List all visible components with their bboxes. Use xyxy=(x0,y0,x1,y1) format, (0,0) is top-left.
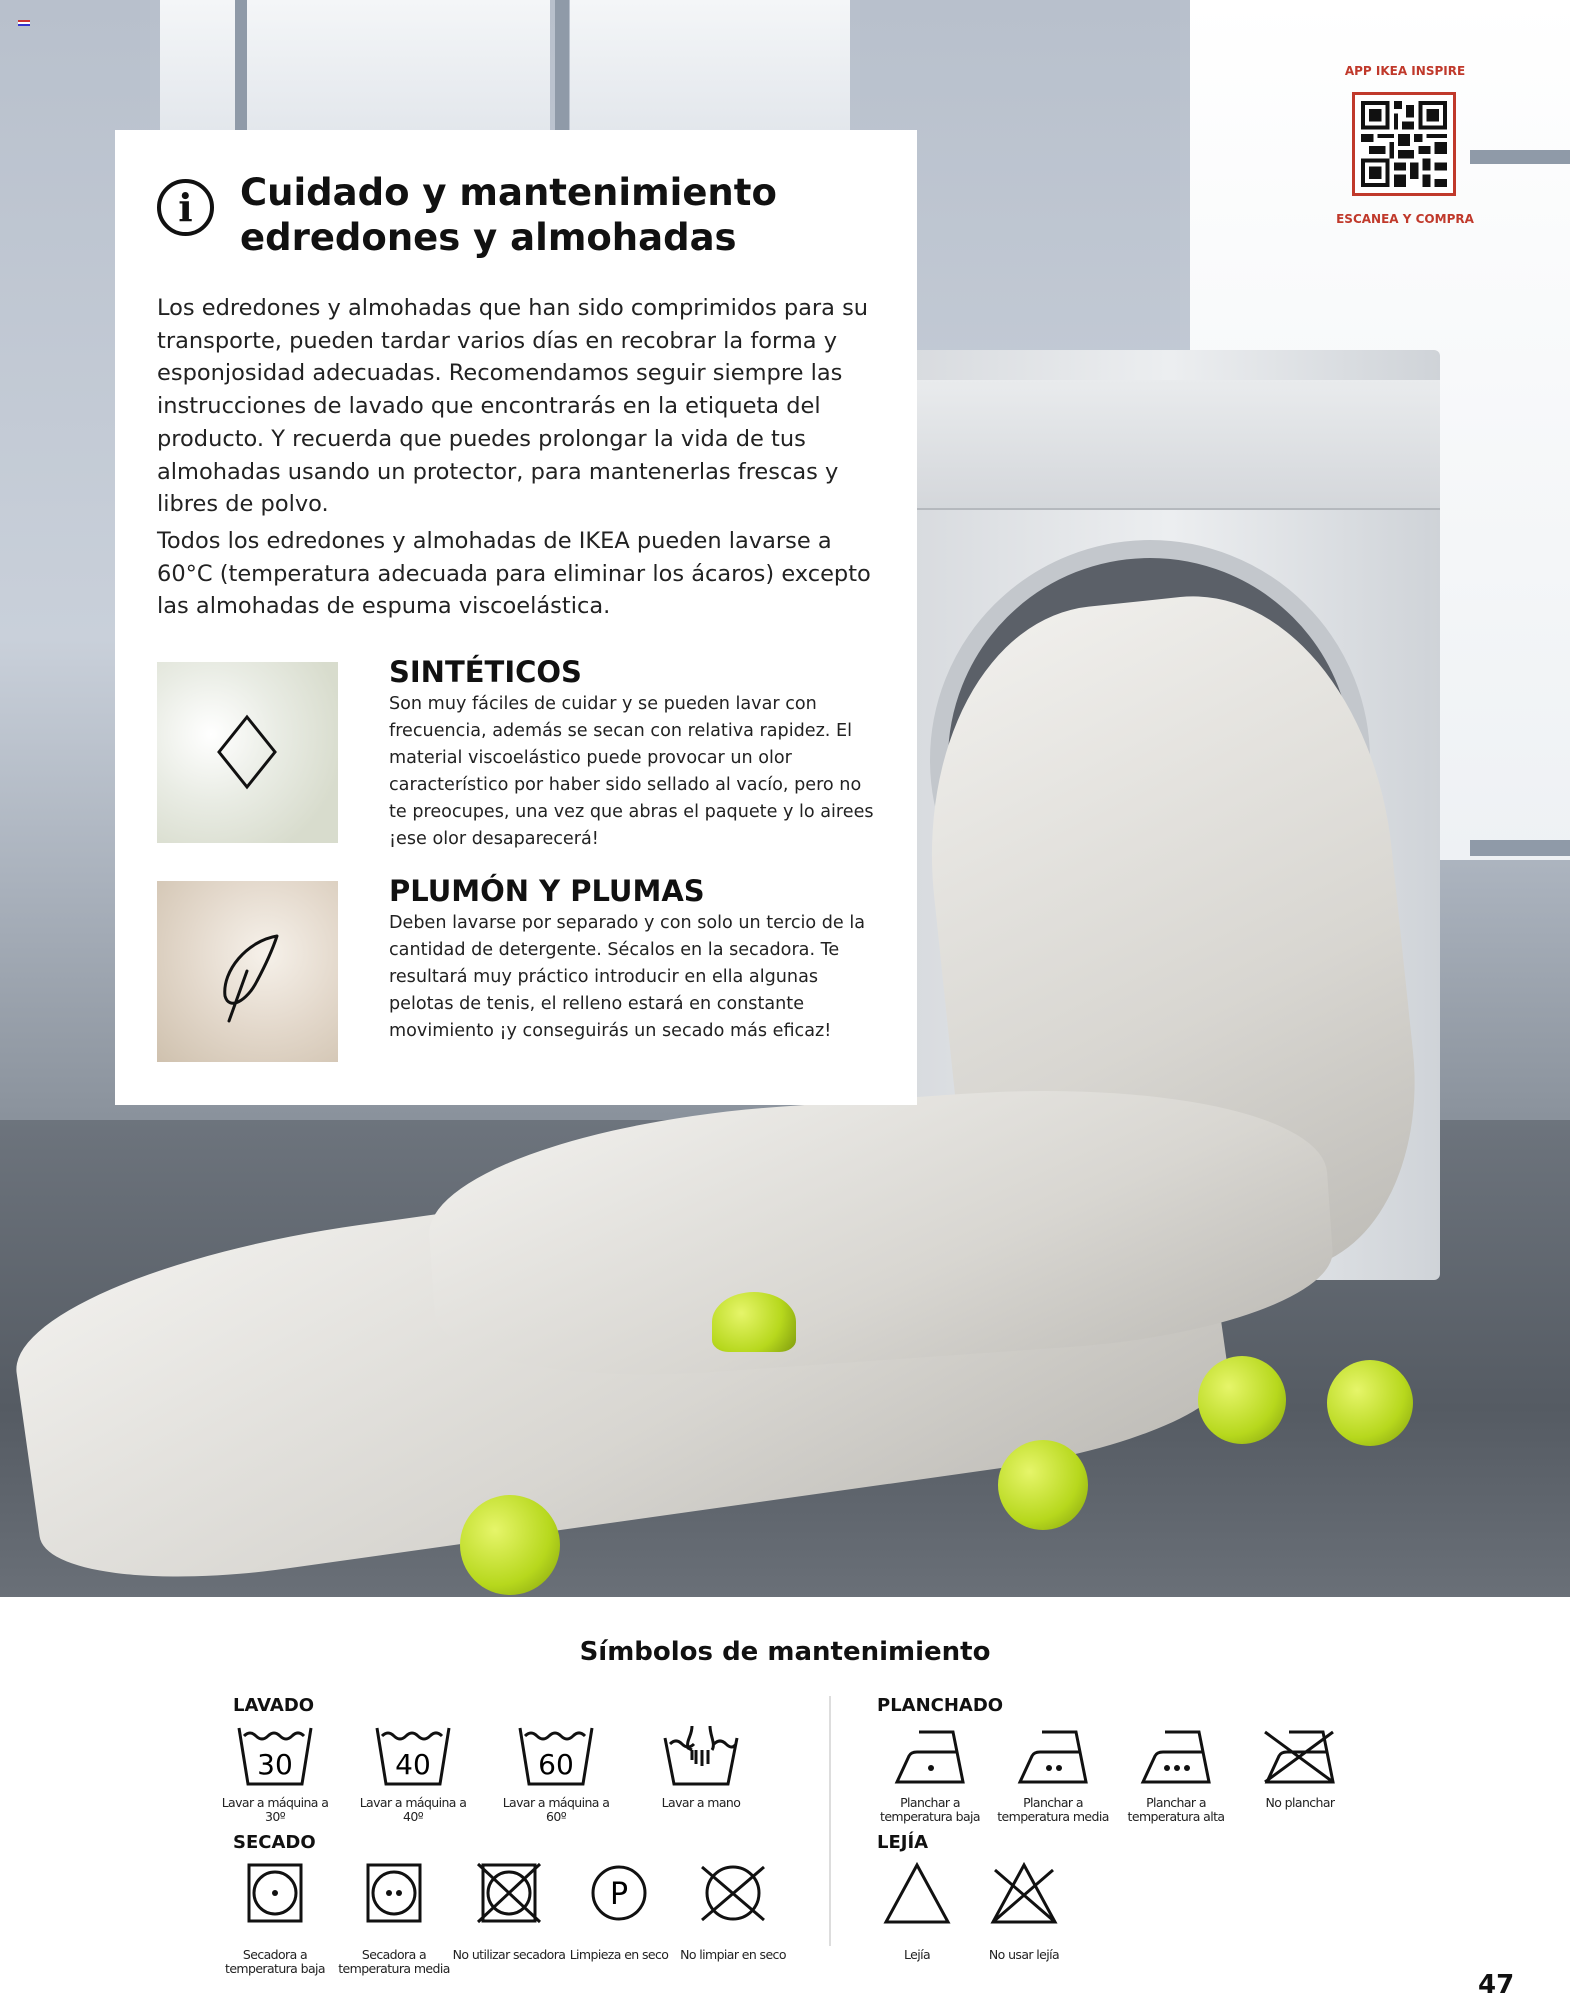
svg-text:P: P xyxy=(609,1877,629,1912)
symbol-label: No limpiar en seco xyxy=(680,1947,786,1962)
dryer-low-icon xyxy=(236,1862,314,1926)
symbol-label: Limpieza en seco xyxy=(569,1947,669,1962)
secado-heading: SECADO xyxy=(233,1832,316,1853)
wash-30-symbol xyxy=(215,1724,335,1824)
symbols-title: Símbolos de mantenimiento xyxy=(579,1637,991,1667)
symbol-label: No planchar xyxy=(1265,1795,1335,1810)
symbol-label: Secadora a temperatura media xyxy=(338,1947,450,1976)
intro-paragraph: Los edredones y almohadas que han sido comprimidos para su transporte, pueden tardar varios días en recobrar la forma y esponjosidad adecuadas. Recomendamos seguir siempre las instrucciones de lavado que encontrarás en la etiqueta del producto. Y recuerda que puedes prolongar la vida de tus almohadas usando un protector, para mantenerlas frescas y libres de polvo. xyxy=(157,295,869,518)
title-line-1: Cuidado y mantenimiento xyxy=(240,171,777,214)
tennis-ball xyxy=(998,1440,1088,1530)
qr-top-label: APP IKEA INSPIRE xyxy=(1344,64,1466,78)
info-icon: i xyxy=(157,179,214,236)
intro-text xyxy=(157,292,877,623)
symbol-label: No utilizar secadora xyxy=(452,1947,566,1962)
no-tumble-dry-symbol xyxy=(449,1862,569,1962)
wash-tub-icon xyxy=(517,1724,595,1788)
dry-clean-icon xyxy=(580,1862,658,1926)
dry-clean-symbol xyxy=(559,1862,679,1962)
wash-tub-icon xyxy=(374,1724,452,1788)
iron-low-icon xyxy=(891,1724,969,1788)
iron-high-icon xyxy=(1137,1724,1215,1788)
tennis-ball xyxy=(460,1495,560,1595)
hand-wash-symbol xyxy=(641,1724,761,1810)
symbol-label: Lavar a máquina a 40º xyxy=(359,1795,467,1824)
section-heading: SINTÉTICOS xyxy=(389,655,582,689)
symbol-label: Planchar a temperatura baja xyxy=(880,1795,980,1824)
wash-60-symbol xyxy=(496,1724,616,1824)
no-bleach-symbol xyxy=(964,1862,1084,1962)
flag-mark xyxy=(18,20,30,26)
symbol-label: Lavar a mano xyxy=(661,1795,741,1810)
wash-tub-icon xyxy=(236,1724,314,1788)
title-line-2: edredones y almohadas xyxy=(240,216,737,259)
symbol-label: Planchar a temperatura alta xyxy=(1127,1795,1225,1824)
lavado-heading: LAVADO xyxy=(233,1695,315,1716)
divider xyxy=(829,1696,831,1946)
iron-low-symbol xyxy=(870,1724,990,1824)
section-text: Deben lavarse por separado y con solo un tercio de la cantidad de detergente. Sécalos en la secadora. Te resultará muy práctico introducir en ella algunas pelotas de tenis, el relleno estará en constante movimiento ¡y conseguirás un secado más eficaz! xyxy=(389,913,866,1041)
svg-text:30: 30 xyxy=(257,1748,293,1781)
hand-wash-icon xyxy=(662,1724,740,1788)
svg-text:40: 40 xyxy=(395,1748,431,1781)
wash-40-symbol xyxy=(353,1724,473,1824)
symbol-label: Secadora a temperatura baja xyxy=(225,1947,325,1976)
no-iron-symbol xyxy=(1240,1724,1360,1810)
tumble-dry-low-symbol xyxy=(215,1862,335,1976)
iron-high-symbol xyxy=(1116,1724,1236,1824)
tennis-ball xyxy=(712,1292,796,1352)
down-feather-image xyxy=(157,881,338,1062)
no-dry-clean-symbol xyxy=(673,1862,793,1962)
no-dryer-icon xyxy=(470,1862,548,1926)
no-bleach-icon xyxy=(985,1862,1063,1926)
no-iron-icon xyxy=(1261,1724,1339,1788)
synthetic-fill-image xyxy=(157,662,338,843)
iron-medium-icon xyxy=(1014,1724,1092,1788)
bleach-symbol xyxy=(857,1862,977,1962)
no-dry-clean-icon xyxy=(694,1862,772,1926)
dryer-medium-icon xyxy=(355,1862,433,1926)
bleach-triangle-icon xyxy=(878,1862,956,1926)
diamond-icon xyxy=(157,662,338,843)
intro-paragraph: Todos los edredones y almohadas de IKEA pueden lavarse a 60°C (temperatura adecuada para eliminar los ácaros) excepto las almohadas de espuma viscoelástica. xyxy=(157,527,871,620)
lejia-heading: LEJÍA xyxy=(877,1832,929,1853)
planchado-heading: PLANCHADO xyxy=(877,1695,1004,1716)
feather-icon xyxy=(157,881,338,1062)
svg-text:60: 60 xyxy=(538,1748,574,1781)
page-title xyxy=(240,170,777,260)
tumble-dry-medium-symbol xyxy=(334,1862,454,1976)
iron-medium-symbol xyxy=(993,1724,1113,1824)
qr-bottom-label: ESCANEA Y COMPRA xyxy=(1336,212,1474,226)
tennis-ball xyxy=(1327,1360,1413,1446)
tennis-ball xyxy=(1198,1356,1286,1444)
page-number: 47 xyxy=(1478,1970,1515,2000)
symbol-label: Lavar a máquina a 60º xyxy=(502,1795,610,1824)
symbol-label: No usar lejía xyxy=(988,1947,1060,1962)
symbol-label: Lejía xyxy=(903,1947,931,1962)
symbol-label: Lavar a máquina a 30º xyxy=(221,1795,329,1824)
symbol-label: Planchar a temperatura media xyxy=(997,1795,1109,1824)
qr-code[interactable] xyxy=(1352,92,1456,196)
section-heading: PLUMÓN Y PLUMAS xyxy=(389,874,705,908)
section-text: Son muy fáciles de cuidar y se pueden lavar con frecuencia, además se secan con relativa rapidez. El material viscoelástico puede provocar un olor característico por haber sido sellado al vacío, pero no te preocupes, una vez que abras el paquete y lo airees ¡ese olor desaparecerá! xyxy=(389,694,874,849)
